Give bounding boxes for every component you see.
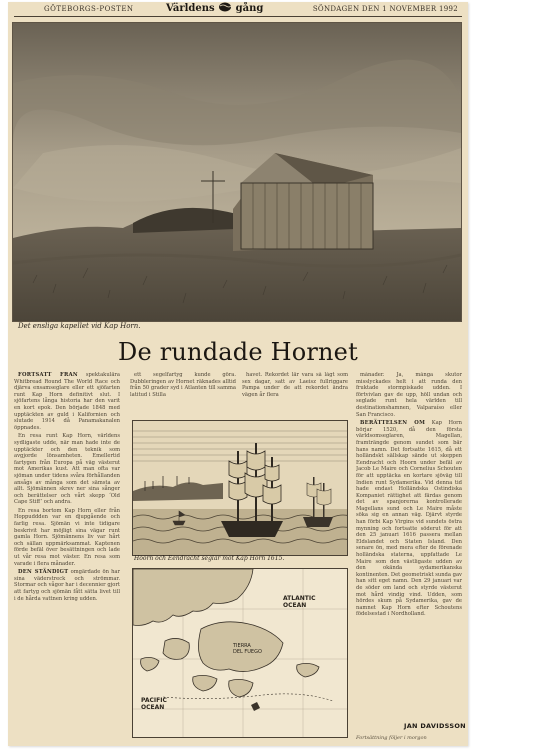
map-label-pacific: PACIFIC OCEAN [141, 697, 167, 711]
paragraph-lead: DEN STÄNDIGT [18, 569, 69, 576]
article-byline: JAN DAVIDSSON [404, 722, 466, 730]
paragraph-text: En resa runt Kap Horn, världens sydligaste udde, när man hade inte de upptäckter och den teknik som avgjorde lönsamheten. Emellertid fartygen från Europa på väg västerut mot Amerikas kust. Att man ofta var sjöman under tidens svåra förhållanden ansågs av många som det sämsta av allt. Sjömännen skrev ner sina sånger och berättelser och vårt skepp ‘Old Cape Stiff’ och andra. [14, 433, 120, 506]
paragraph-text: Kap Horn börjar 1520, då den första världsomseglaren, Magellan, framträngde genom sundet som bär hans namn. Det fortsatte 1615, då ett holländskt sällskap sände ut skeppen Eendracht och Hoorn under befäl av Jacob Le Maire och Cornelius Schouten för att upptäcka en kortare sjöväg till Indien runt Sydamerika. Vid denna tid hade endast Holländska Ostindiska Kompaniet rättighet att färdas genom det av spanjorerna kontrollerade Magellans sund och Le Maire måste söka sig en annan väg. Djärvt styrde han förbi Kap Virgins vid sundets östra mynning och fortsatte söderut för att den 25 januari 1616 passera mellan Eldslandet och Staten Island. Den senare ön, med mera efter de förenade holländska staterna, uppfattade Le Maire som den västligaste udden av den okända sydamerikanska kontinenten. Det geometriskt sunda gav han sitt eget namn. Den 29 januari var de söder om land och styrde västerut mot hård vindig vind. Udden, som hördes skum på Sydamerika, gav de namnet Kap Horn efter Schoutens födelsestad i Nordholland. [356, 420, 462, 618]
article-column-3 [242, 372, 348, 416]
paragraph-text: havet. Rekordet lär vara så lågt som sex dagar, satt av Laeisz fullriggare Pampa under de att rekordet ändra vägen år flera [242, 372, 348, 398]
masthead-paper-name: GÖTEBORGS-POSTEN [44, 5, 134, 13]
paragraph [14, 372, 120, 431]
paragraph [14, 508, 120, 567]
paragraph [356, 372, 462, 418]
masthead-section [166, 2, 263, 16]
paragraph [356, 420, 462, 618]
article-column-2 [130, 372, 236, 416]
paragraph [14, 569, 120, 602]
article-column-4 [356, 372, 462, 742]
continued-note: Fortsättning följer i morgon [356, 735, 427, 741]
paragraph-text: ett segelfartyg kunde göra. Dubbleringen av Hornet räknades alltid från 50 grader syd i Atlanten till samma latitud i Stilla [130, 372, 236, 398]
ship-engraving [132, 420, 348, 556]
paragraph [14, 433, 120, 506]
paragraph-text: månader. Ja, många skutor misslyckades helt i att runda den fruktade stormpiskade udden. I förtvivlan gav de upp, höll undan och seglade runt hela världen till destinationshamnen, Valparaíso eller San Francisco. [356, 372, 462, 418]
paragraph-lead: FORTSATT FRÅN [18, 372, 78, 378]
cape-horn-map [132, 568, 348, 738]
paragraph-text: spektakulära Whitbread Round The World Race och djärva ensamseglare eller ett sjöfarten runt Kap Horn definitivt slut. I sjöfartens långa historia har den varit en kort epok. Den började 1848 med upptäckten av guld i Kalifornien och slutade 1914 då Panamakanalen öppnades. [14, 372, 120, 431]
masthead [14, 2, 462, 17]
article-headline: De rundade Hornet [118, 338, 358, 366]
paragraph [242, 372, 348, 398]
paragraph-text: omgärdade ön har sina väderstreck och strömmar. Stormar och vågor har i decennier gjort att fartyg och sjömän fått sätta livet till i de hårda vattnen kring udden. [14, 569, 120, 602]
ship-engraving-image [133, 421, 347, 555]
masthead-section-word-b: gång [235, 3, 264, 14]
photo-caption: Det ensliga kapellet vid Kap Horn. [18, 322, 141, 330]
paragraph-lead: BERÄTTELSEN OM [360, 420, 426, 427]
masthead-section-word-a: Världens [166, 3, 215, 14]
engraving-caption: Hoorn och Eendracht seglar mot Kap Horn 1615. [134, 555, 285, 562]
masthead-date: SÖNDAGEN DEN 1 NOVEMBER 1992 [312, 5, 458, 13]
map-label-atlantic: ATLANTIC OCEAN [283, 595, 316, 609]
article-column-1 [14, 372, 120, 742]
paragraph [130, 372, 236, 398]
globe-logo-icon [218, 2, 232, 12]
newspaper-clipping [8, 2, 468, 746]
chapel-photo [12, 22, 462, 322]
chapel-photo-image [13, 23, 461, 321]
map-label-tierra-del-fuego: TIERRA DEL FUEGO [233, 643, 262, 655]
paragraph-text: En resa bortom Kap Horn eller från Hoppuddden var en djupgående och farlig resa. Sjömän vi inte tidigare beskrivit har möjligt sina vägar runt gamla Horn. Sjömännens liv var hårt och sällan uppmärksammat. Kaptenen förde befäl över besättningen och lade ut vår resa mot väster. En resa som varade i flera månader. [14, 507, 120, 567]
